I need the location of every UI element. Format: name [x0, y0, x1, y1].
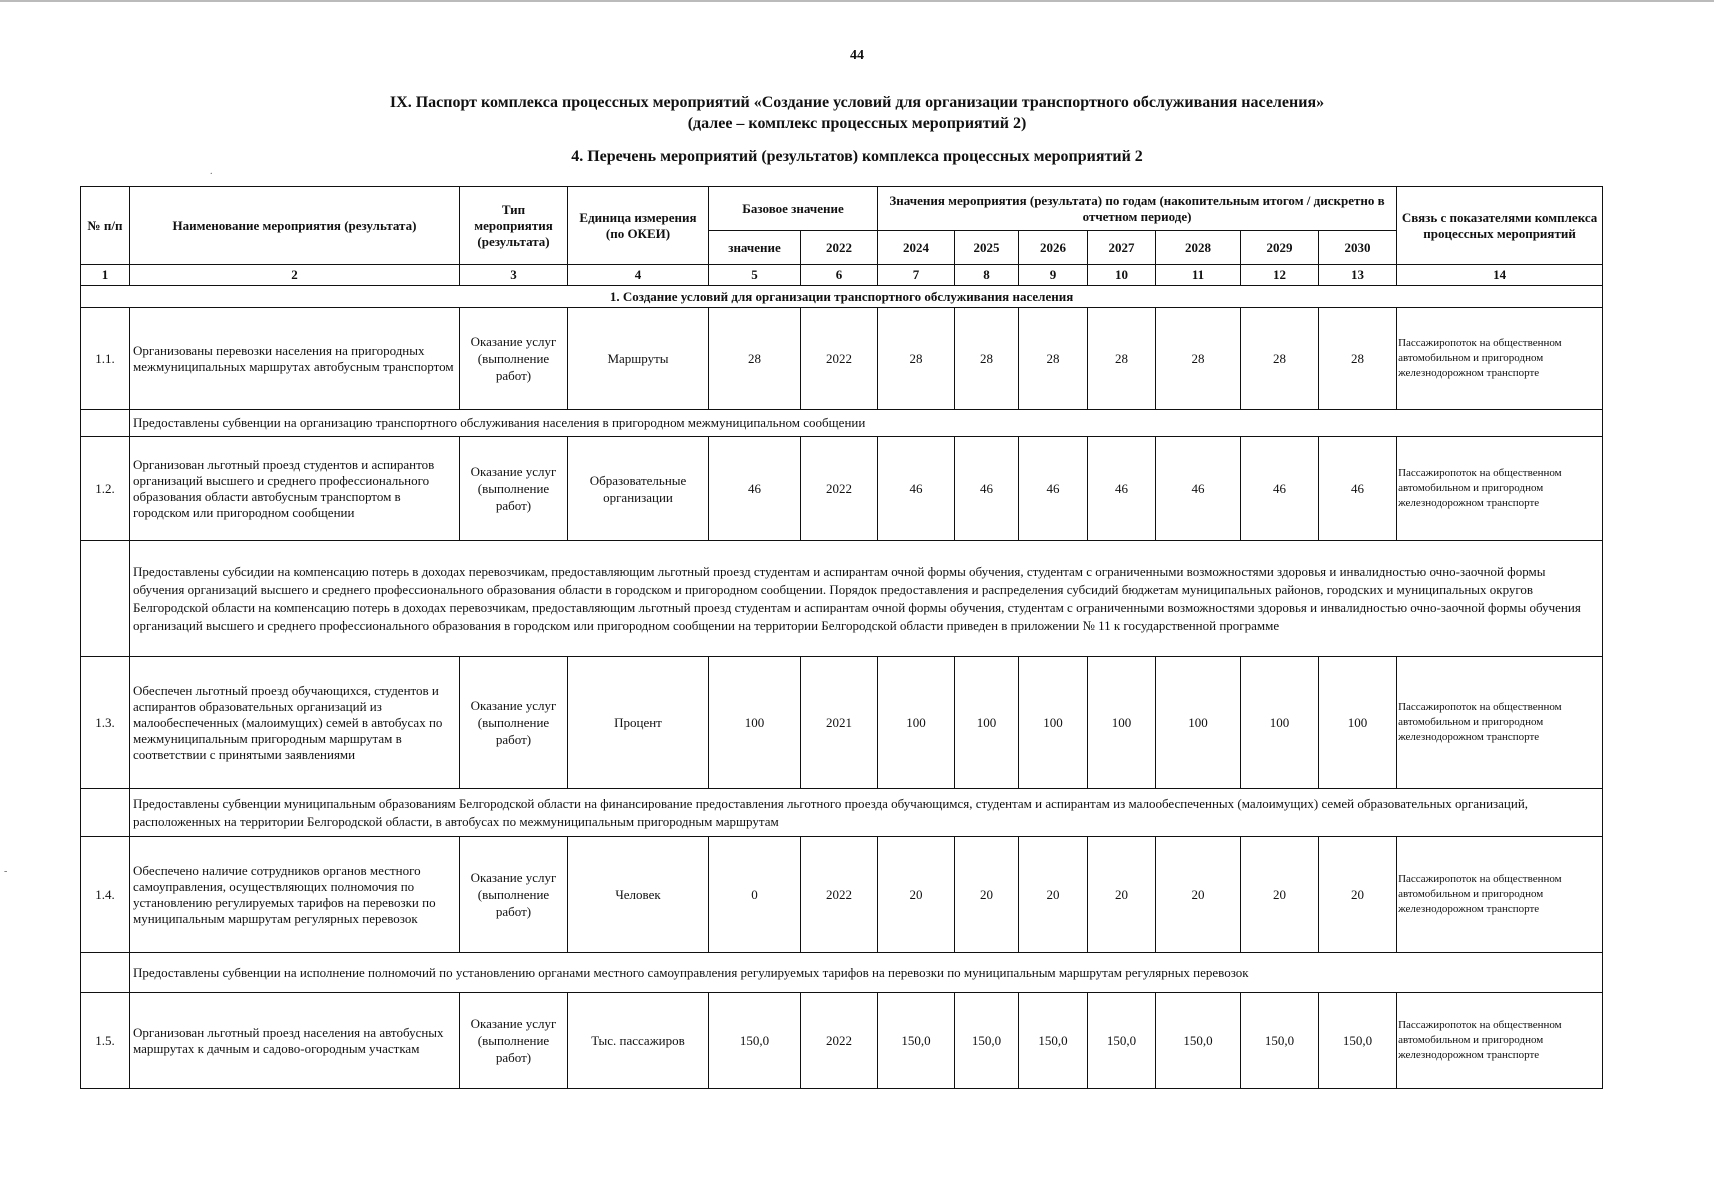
row-index: 1.1.	[81, 308, 130, 410]
column-number: 11	[1156, 265, 1241, 286]
header-year-2028: 2028	[1156, 231, 1241, 265]
page-title-line-1: IX. Паспорт комплекса процессных мероприятий «Создание условий для организации транспортного обслуживания населения»	[389, 94, 1325, 111]
row-value-2024: 100	[878, 657, 955, 789]
column-number: 12	[1241, 265, 1319, 286]
row-base-value: 28	[709, 308, 801, 410]
column-number: 4	[568, 265, 709, 286]
row-value-2029: 150,0	[1241, 993, 1319, 1089]
table-row	[81, 837, 1603, 953]
row-value-2024: 150,0	[878, 993, 955, 1089]
row-value-2030: 100	[1319, 657, 1397, 789]
header-num: № п/п	[81, 187, 130, 265]
page-number: 44	[850, 48, 864, 63]
row-name: Обеспечен льготный проезд обучающихся, студентов и аспирантов образовательных организаций из малообеспеченных (малоимущих) семей в автобусах по межмуниципальным пригородным маршрутам в соответствии с принятыми заявлениями	[130, 657, 460, 789]
row-note: Предоставлены субвенции на исполнение полномочий по установлению органами местного самоуправления регулируемых тарифов на перевозки по муниципальным маршрутам регулярных перевозок	[130, 953, 1603, 993]
column-number: 14	[1397, 265, 1603, 286]
row-value-2029: 20	[1241, 837, 1319, 953]
header-year-2030: 2030	[1319, 231, 1397, 265]
page-title	[0, 92, 1714, 134]
section-title: 1. Создание условий для организации транспортного обслуживания населения	[81, 286, 1603, 308]
row-value-2024: 28	[878, 308, 955, 410]
row-value-2030: 28	[1319, 308, 1397, 410]
top-border	[0, 0, 1714, 2]
header-base-year: 2022	[801, 231, 878, 265]
note-row	[81, 410, 1603, 437]
header-unit: Единица измерения (по ОКЕИ)	[568, 187, 709, 265]
column-number: 1	[81, 265, 130, 286]
row-value-2026: 20	[1019, 837, 1088, 953]
row-value-2029: 28	[1241, 308, 1319, 410]
header-base-value: значение	[709, 231, 801, 265]
row-type: Оказание услуг (выполнение работ)	[460, 837, 568, 953]
note-spacer	[81, 541, 130, 657]
row-value-2024: 46	[878, 437, 955, 541]
row-value-2028: 20	[1156, 837, 1241, 953]
column-number: 10	[1088, 265, 1156, 286]
row-type: Оказание услуг (выполнение работ)	[460, 308, 568, 410]
row-value-2026: 28	[1019, 308, 1088, 410]
row-value-2028: 100	[1156, 657, 1241, 789]
header-type: Тип мероприятия (результата)	[460, 187, 568, 265]
row-base-year: 2022	[801, 437, 878, 541]
row-value-2028: 46	[1156, 437, 1241, 541]
row-value-2027: 46	[1088, 437, 1156, 541]
row-value-2027: 100	[1088, 657, 1156, 789]
row-base-year: 2022	[801, 837, 878, 953]
row-link: Пассажиропоток на общественном автомобильном и пригородном железнодорожном транспорте	[1397, 993, 1603, 1089]
row-value-2027: 150,0	[1088, 993, 1156, 1089]
row-name: Организован льготный проезд населения на автобусных маршрутах к дачным и садово-огородным участкам	[130, 993, 460, 1089]
table-title: 4. Перечень мероприятий (результатов) комплекса процессных мероприятий 2	[571, 148, 1143, 165]
row-value-2029: 100	[1241, 657, 1319, 789]
row-index: 1.2.	[81, 437, 130, 541]
note-spacer	[81, 410, 130, 437]
header-values-by-year: Значения мероприятия (результата) по годам (накопительным итогом / дискретно в отчетном периоде)	[878, 187, 1397, 231]
row-base-value: 0	[709, 837, 801, 953]
column-number: 8	[955, 265, 1019, 286]
column-number: 7	[878, 265, 955, 286]
table-row	[81, 993, 1603, 1089]
row-value-2024: 20	[878, 837, 955, 953]
row-base-value: 150,0	[709, 993, 801, 1089]
row-link: Пассажиропоток на общественном автомобильном и пригородном железнодорожном транспорте	[1397, 657, 1603, 789]
row-unit: Образовательные организации	[568, 437, 709, 541]
row-base-year: 2021	[801, 657, 878, 789]
column-number: 2	[130, 265, 460, 286]
row-note: Предоставлены субсидии на компенсацию потерь в доходах перевозчикам, предоставляющим льготный проезд студентам и аспирантам очной формы обучения, студентам с ограниченными возможностями здоровья и инвалидностью очно-заочной формы обучения организаций высшего и среднего профессионального образования области в городском и пригородном сообщении. Порядок предоставления и распределения субсидий бюджетам муниципальных районов, городских и муниципальных округов Белгородской области на компенсацию потерь в доходах перевозчикам, предоставляющим льготный проезд студентам и аспирантам очной формы обучения, студентам с ограниченными возможностями здоровья и инвалидностью очно-заочной формы обучения организаций высшего и среднего профессионального образования в городском или пригородном сообщении на территории Белгородской области приведен в приложении № 11 к государственной программе	[130, 541, 1603, 657]
page-title-line-2: (далее – комплекс процессных мероприятий 2)	[687, 115, 1027, 132]
row-value-2029: 46	[1241, 437, 1319, 541]
row-unit: Процент	[568, 657, 709, 789]
header-year-2027: 2027	[1088, 231, 1156, 265]
column-number: 5	[709, 265, 801, 286]
column-number: 3	[460, 265, 568, 286]
header-link: Связь с показателями комплекса процессных мероприятий	[1397, 187, 1603, 265]
row-unit: Тыс. пассажиров	[568, 993, 709, 1089]
row-name: Организованы перевозки населения на пригородных межмуниципальных маршрутах автобусным транспортом	[130, 308, 460, 410]
row-base-value: 46	[709, 437, 801, 541]
row-unit: Маршруты	[568, 308, 709, 410]
table-row	[81, 657, 1603, 789]
row-value-2028: 150,0	[1156, 993, 1241, 1089]
row-name: Обеспечено наличие сотрудников органов местного самоуправления, осуществляющих полномочия по установлению регулируемых тарифов на перевозки по муниципальным маршрутам регулярных перевозок	[130, 837, 460, 953]
row-index: 1.4.	[81, 837, 130, 953]
row-note: Предоставлены субвенции на организацию транспортного обслуживания населения в пригородном межмуниципальном сообщении	[130, 410, 1603, 437]
row-link: Пассажиропоток на общественном автомобильном и пригородном железнодорожном транспорте	[1397, 308, 1603, 410]
table-row	[81, 308, 1603, 410]
column-number: 13	[1319, 265, 1397, 286]
row-name: Организован льготный проезд студентов и аспирантов организаций высшего и среднего профессионального образования области автобусным транспортом в городском или пригородном сообщении	[130, 437, 460, 541]
row-base-year: 2022	[801, 993, 878, 1089]
header-name: Наименование мероприятия (результата)	[130, 187, 460, 265]
row-base-value: 100	[709, 657, 801, 789]
note-spacer	[81, 953, 130, 993]
row-value-2030: 46	[1319, 437, 1397, 541]
column-numbers-row	[81, 265, 1603, 286]
row-value-2025: 46	[955, 437, 1019, 541]
row-value-2025: 100	[955, 657, 1019, 789]
row-value-2028: 28	[1156, 308, 1241, 410]
column-number: 9	[1019, 265, 1088, 286]
row-unit: Человек	[568, 837, 709, 953]
note-row	[81, 789, 1603, 837]
row-value-2025: 28	[955, 308, 1019, 410]
row-value-2026: 46	[1019, 437, 1088, 541]
row-value-2027: 20	[1088, 837, 1156, 953]
row-value-2025: 20	[955, 837, 1019, 953]
row-type: Оказание услуг (выполнение работ)	[460, 437, 568, 541]
row-value-2026: 150,0	[1019, 993, 1088, 1089]
note-spacer	[81, 789, 130, 837]
measures-table	[80, 186, 1603, 1089]
header-year-2024: 2024	[878, 231, 955, 265]
row-link: Пассажиропоток на общественном автомобильном и пригородном железнодорожном транспорте	[1397, 437, 1603, 541]
row-index: 1.3.	[81, 657, 130, 789]
scan-speck: -	[4, 866, 8, 877]
header-year-2025: 2025	[955, 231, 1019, 265]
note-row	[81, 953, 1603, 993]
row-value-2025: 150,0	[955, 993, 1019, 1089]
row-link: Пассажиропоток на общественном автомобильном и пригородном железнодорожном транспорте	[1397, 837, 1603, 953]
scan-speck: .	[210, 166, 213, 177]
table-row	[81, 437, 1603, 541]
row-value-2026: 100	[1019, 657, 1088, 789]
row-type: Оказание услуг (выполнение работ)	[460, 657, 568, 789]
note-row	[81, 541, 1603, 657]
section-row	[81, 286, 1603, 308]
column-number: 6	[801, 265, 878, 286]
header-base: Базовое значение	[709, 187, 878, 231]
row-base-year: 2022	[801, 308, 878, 410]
row-value-2030: 20	[1319, 837, 1397, 953]
row-type: Оказание услуг (выполнение работ)	[460, 993, 568, 1089]
row-value-2027: 28	[1088, 308, 1156, 410]
row-value-2030: 150,0	[1319, 993, 1397, 1089]
row-index: 1.5.	[81, 993, 130, 1089]
row-note: Предоставлены субвенции муниципальным образованиям Белгородской области на финансирование предоставления льготного проезда обучающимся, студентам и аспирантам из малообеспеченных (малоимущих) семей образовательных организаций, расположенных на территории Белгородской области, в автобусах по межмуниципальным пригородным маршрутам	[130, 789, 1603, 837]
header-year-2026: 2026	[1019, 231, 1088, 265]
header-year-2029: 2029	[1241, 231, 1319, 265]
